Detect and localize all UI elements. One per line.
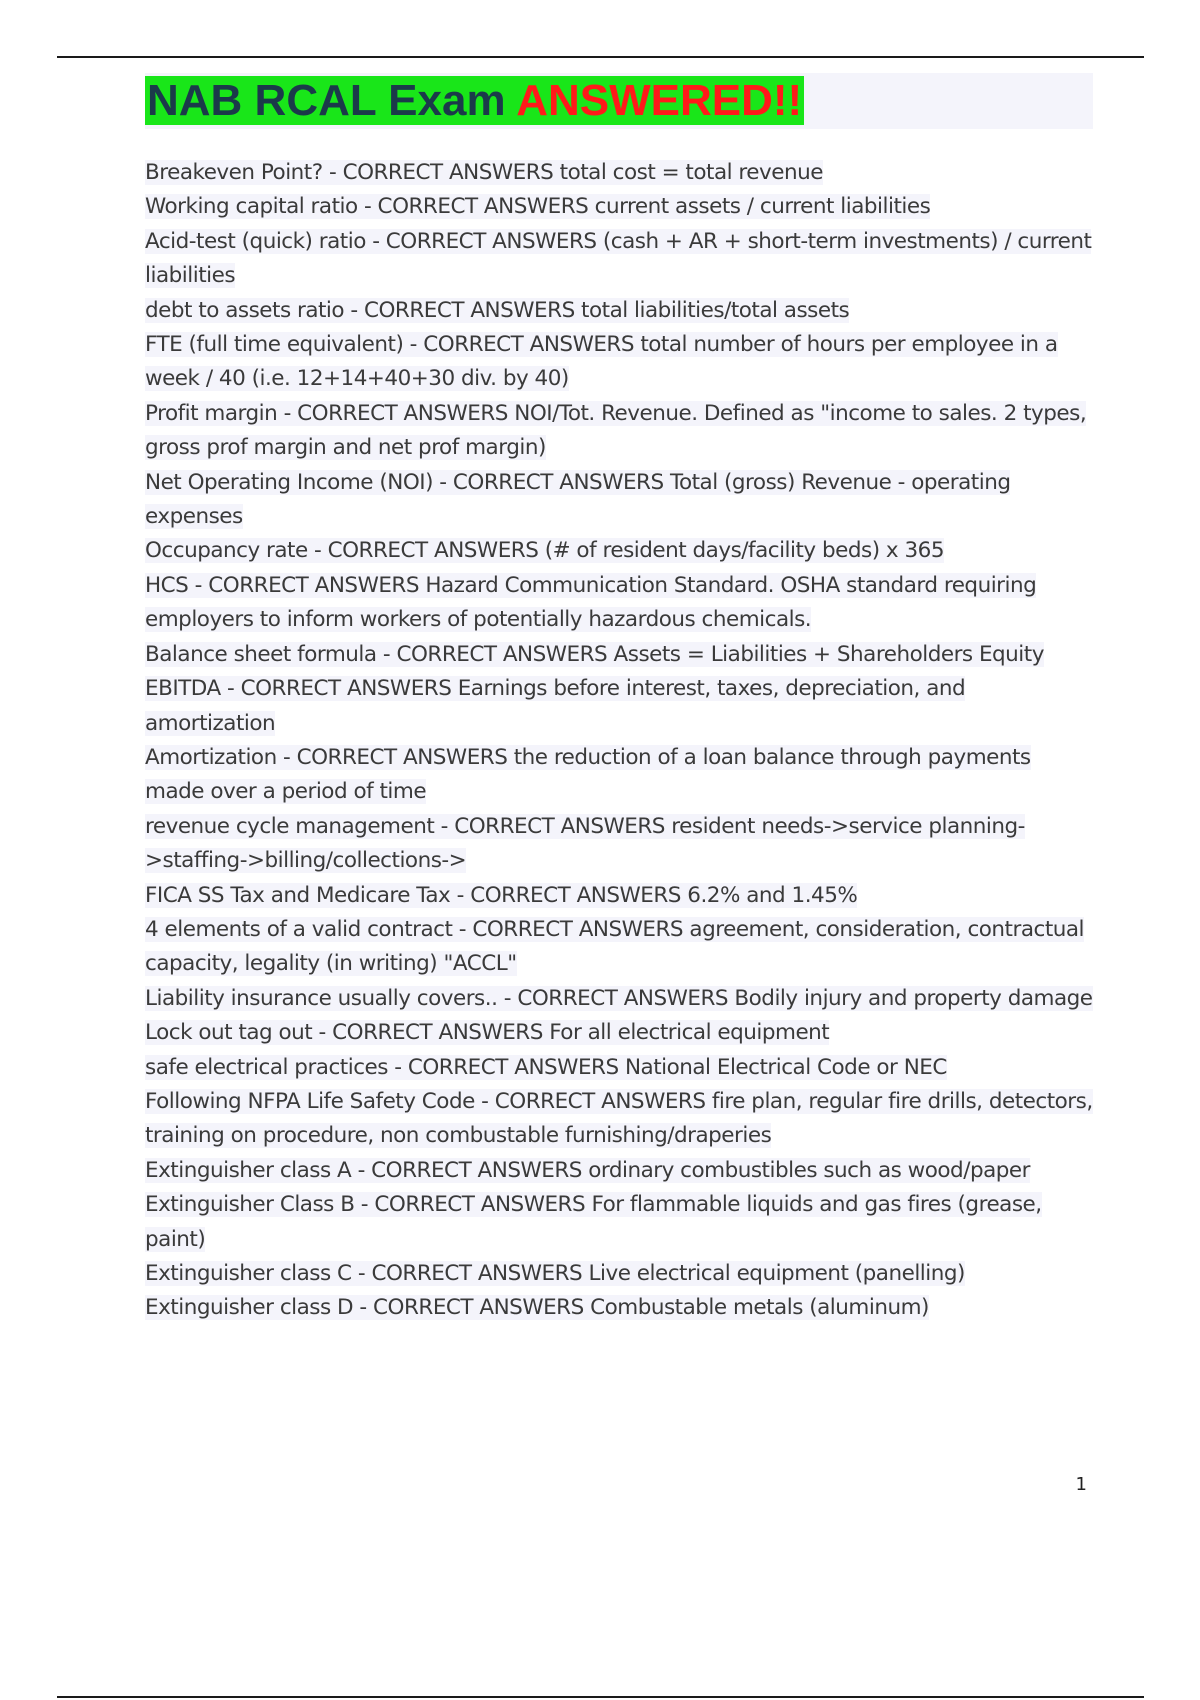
qa-item [145, 1188, 1095, 1257]
qa-text: HCS - CORRECT ANSWERS Hazard Communication Standard. OSHA standard requiring employers to inform workers of potentially hazardous chemicals. [145, 572, 1037, 633]
qa-item [145, 225, 1095, 294]
qa-text: safe electrical practices - CORRECT ANSWERS National Electrical Code or NEC [145, 1054, 947, 1080]
qa-item [145, 190, 1095, 224]
qa-text: Acid-test (quick) ratio - CORRECT ANSWERS (cash + AR + short-term investments) / current liabilities [145, 228, 1092, 289]
qa-item [145, 466, 1095, 535]
qa-item [145, 328, 1095, 397]
title-answered: ANSWERED!! [516, 76, 803, 125]
qa-text: FTE (full time equivalent) - CORRECT ANSWERS total number of hours per employee in a week / 40 (i.e. 12+14+40+30 div. by 40) [145, 332, 1058, 392]
qa-text: Profit margin - CORRECT ANSWERS NOI/Tot. Revenue. Defined as "income to sales. 2 types, gross prof margin and net prof margin) [145, 400, 1087, 461]
qa-item [145, 982, 1095, 1016]
qa-text: Occupancy rate - CORRECT ANSWERS (# of resident days/facility beds) x 365 [145, 538, 945, 564]
qa-item [145, 534, 1095, 568]
qa-item [145, 1051, 1095, 1085]
qa-item [145, 672, 1095, 741]
qa-text: Lock out tag out - CORRECT ANSWERS For all electrical equipment [145, 1020, 830, 1046]
qa-item [145, 397, 1095, 466]
qa-item [145, 741, 1095, 810]
qa-text: Extinguisher class A - CORRECT ANSWERS ordinary combustibles such as wood/paper [145, 1157, 1030, 1183]
qa-text: Following NFPA Life Safety Code - CORRECT ANSWERS fire plan, regular fire drills, detectors, training on procedure, non combustable furnishing/draperies [145, 1088, 1093, 1149]
qa-item [145, 156, 1095, 190]
qa-text: EBITDA - CORRECT ANSWERS Earnings before interest, taxes, depreciation, and amortization [145, 676, 966, 736]
qa-item [145, 913, 1095, 982]
qa-item [145, 1016, 1095, 1050]
qa-text: 4 elements of a valid contract - CORRECT ANSWERS agreement, consideration, contractual capacity, legality (in writing) "ACCL" [145, 916, 1085, 977]
qa-text: Extinguisher class D - CORRECT ANSWERS Combustable metals (aluminum) [145, 1295, 929, 1321]
qa-item [145, 638, 1095, 672]
qa-text: revenue cycle management - CORRECT ANSWERS resident needs->service planning->staffing->billing/collections-> [145, 813, 1025, 874]
qa-text: debt to assets ratio - CORRECT ANSWERS total liabilities/total assets [145, 297, 850, 323]
bottom-rule [57, 1696, 1144, 1698]
top-rule [57, 56, 1144, 58]
qa-item [145, 810, 1095, 879]
qa-text: FICA SS Tax and Medicare Tax - CORRECT ANSWERS 6.2% and 1.45% [145, 882, 858, 908]
qa-item [145, 1154, 1095, 1188]
title-main: NAB RCAL Exam [147, 76, 517, 125]
page-number: 1 [1075, 1474, 1087, 1495]
qa-item [145, 294, 1095, 328]
qa-text: Working capital ratio - CORRECT ANSWERS current assets / current liabilities [145, 194, 931, 220]
qa-text: Net Operating Income (NOI) - CORRECT ANSWERS Total (gross) Revenue - operating expenses [145, 469, 1011, 530]
qa-item [145, 879, 1095, 913]
qa-text: Extinguisher Class B - CORRECT ANSWERS For flammable liquids and gas fires (grease, paint) [145, 1192, 1042, 1252]
qa-text: Breakeven Point? - CORRECT ANSWERS total cost = total revenue [145, 160, 823, 185]
document-title [145, 73, 804, 129]
qa-item [145, 1257, 1095, 1291]
qa-text: Amortization - CORRECT ANSWERS the reduction of a loan balance through payments made over a period of time [145, 744, 1031, 805]
qa-text: Liability insurance usually covers.. - CORRECT ANSWERS Bodily injury and property damage [145, 985, 1093, 1011]
qa-text: Extinguisher class C - CORRECT ANSWERS Live electrical equipment (panelling) [145, 1261, 965, 1286]
qa-item [145, 569, 1095, 638]
qa-text: Balance sheet formula - CORRECT ANSWERS Assets = Liabilities + Shareholders Equity [145, 641, 1044, 667]
qa-list [145, 156, 1095, 1326]
qa-item [145, 1085, 1095, 1154]
qa-item [145, 1291, 1095, 1325]
